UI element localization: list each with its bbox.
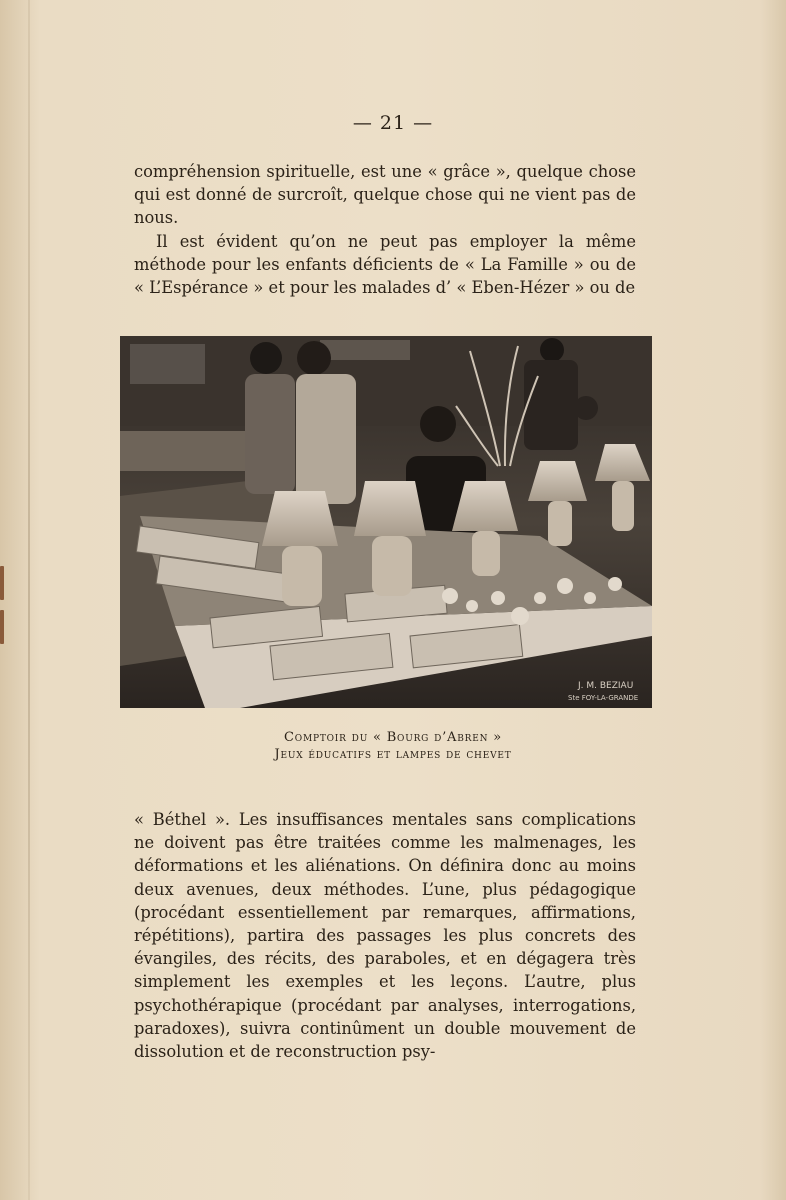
paragraph: Il est évident qu’on ne peut pas employer la même méthode pour les enfants déficients de « La Famille » ou de « L’Espérance » et pour les malades d’ « Eben-Hézer » ou de <box>134 231 636 298</box>
photo-credit-place: Ste FOY-LA-GRANDE <box>568 694 639 702</box>
photograph <box>120 336 652 708</box>
caption-line: Jeux éducatifs et lampes de chevet <box>274 747 512 762</box>
text-block-bottom <box>134 808 636 1063</box>
page-fold-shadow <box>28 0 30 1200</box>
page-number: — 21 — <box>352 112 434 134</box>
photo-caption <box>0 729 786 763</box>
paragraph: compréhension spirituelle, est une « grâce », quelque chose qui est donné de surcroît, quelque chose qui ne vient pas de nous. <box>134 162 636 228</box>
photo-credit: J. M. BEZIAU <box>578 681 634 691</box>
paragraph: « Béthel ». Les insuffisances mentales sans complications ne doivent pas être traitées comme les malmenages, les déformations et les aliénations. On définira donc au moins deux avenues, deux méthodes. L’une, plus pédagogique (procédant essentiellement par remarques, affirmations, répétitions), partira des passages les plus concrets des évangiles, des récits, des paraboles, et en dégagera très simplement les exemples et les leçons. L’autre, plus psychothérapique (procédant par analyses, interrogations, paradoxes), suivra continûment un double mouvement de dissolution et de reconstruction psy- <box>134 810 636 1062</box>
text-block-top <box>134 160 636 299</box>
caption-line: Comptoir du « Bourg d’Abren » <box>284 730 502 745</box>
market-stall-photo <box>120 336 652 708</box>
staple-mark <box>0 566 4 600</box>
staple-mark <box>0 610 4 644</box>
